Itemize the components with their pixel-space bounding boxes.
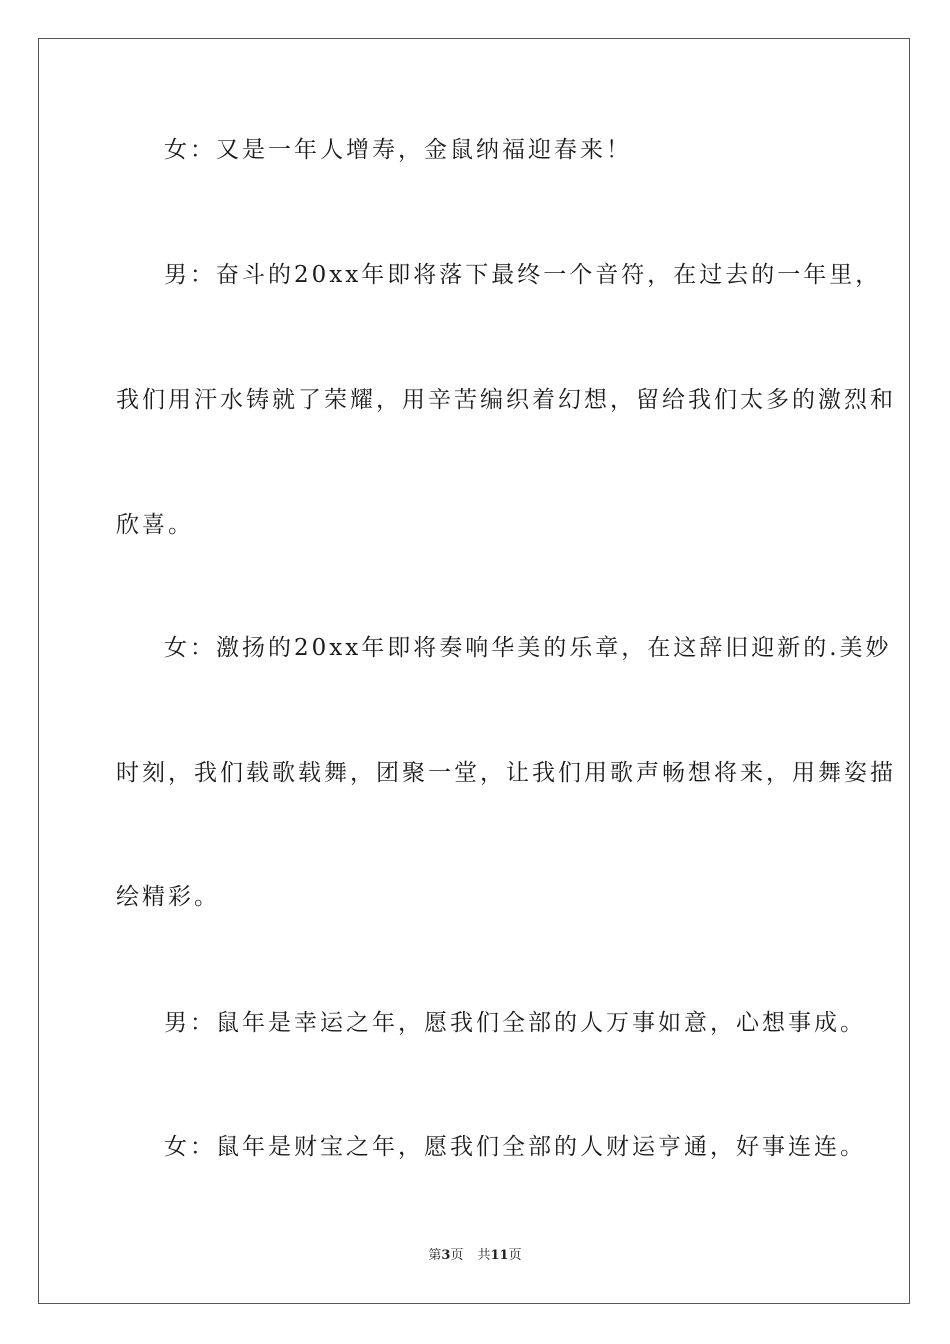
text-line-4: 欣喜。	[116, 512, 194, 538]
text-line-6: 时刻，我们载歌载舞，团聚一堂，让我们用歌声畅想将来，用舞姿描	[116, 760, 896, 786]
footer-page-number: 3	[441, 1248, 451, 1263]
text-line-3: 我们用汗水铸就了荣耀，用辛苦编织着幻想，留给我们太多的激烈和	[116, 387, 896, 413]
text-line-8: 男：鼠年是幸运之年，愿我们全部的人万事如意，心想事成。	[164, 1010, 866, 1036]
footer-total-pages: 11	[490, 1248, 509, 1263]
footer-total-prefix: 共	[477, 1248, 491, 1263]
text-line-7: 绘精彩。	[116, 884, 220, 910]
footer-total-suffix: 页	[508, 1248, 522, 1263]
text-line-1: 女：又是一年人增寿，金鼠纳福迎春来！	[164, 137, 632, 163]
page-frame	[38, 38, 910, 1304]
footer-page-suffix: 页	[450, 1248, 464, 1263]
text-line-9: 女：鼠年是财宝之年，愿我们全部的人财运亨通，好事连连。	[164, 1134, 866, 1160]
page-footer	[0, 1247, 950, 1265]
text-line-5: 女：激扬的20xx年即将奏响华美的乐章，在这辞旧迎新的.美妙	[164, 635, 892, 661]
text-line-2: 男：奋斗的20xx年即将落下最终一个音符，在过去的一年里，	[164, 262, 882, 288]
footer-page-prefix: 第	[428, 1248, 442, 1263]
